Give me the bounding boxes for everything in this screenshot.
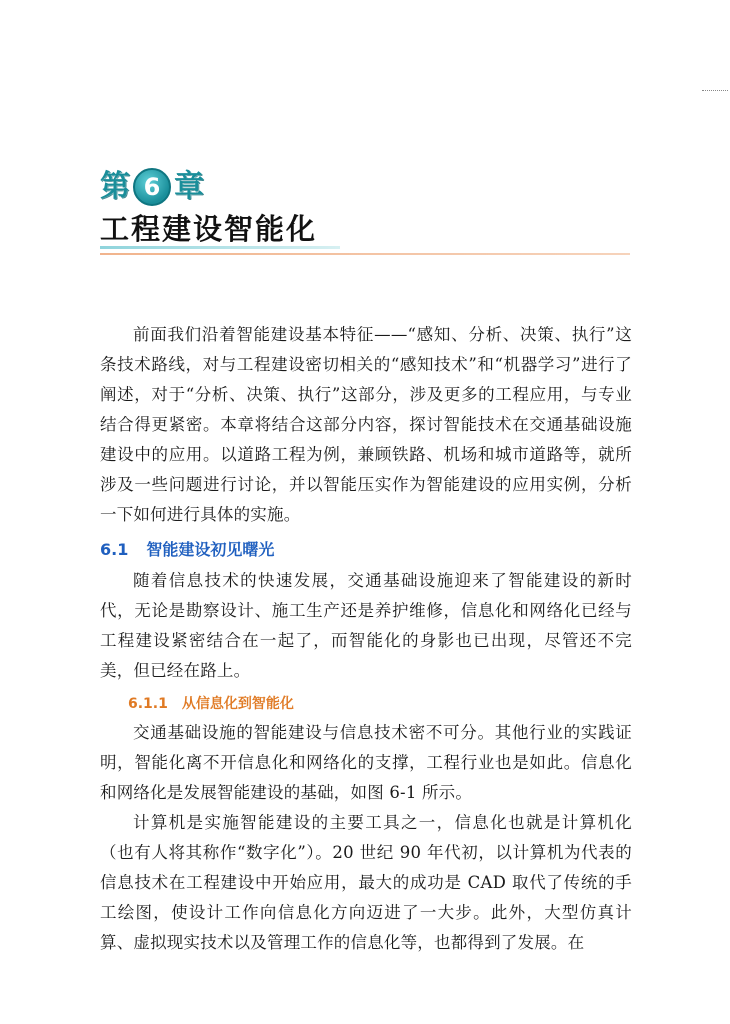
section-number: 6.1 xyxy=(100,540,129,559)
section-heading xyxy=(100,536,632,564)
chapter-label-suffix: 章 xyxy=(174,169,204,204)
title-underline-cyan xyxy=(100,246,340,249)
corner-crop-mark xyxy=(702,90,728,91)
chapter-title: 工程建设智能化 xyxy=(100,212,318,246)
chapter-badge xyxy=(100,166,204,208)
subsection-title: 从信息化到智能化 xyxy=(181,696,294,712)
chapter-label-prefix: 第 xyxy=(100,169,130,204)
subsection-paragraph-1: 交通基础设施的智能建设与信息技术密不可分。其他行业的实践证明，智能化离不开信息化和网络化的支撑，工程行业也是如此。信息化和网络化是发展智能建设的基础，如图 6-1 所示。 xyxy=(100,723,632,802)
section-paragraph: 随着信息技术的快速发展，交通基础设施迎来了智能建设的新时代，无论是勘察设计、施工生产还是养护维修，信息化和网络化已经与工程建设紧密结合在一起了，而智能化的身影也已出现，尽管还不完美，但已经在路上。 xyxy=(100,571,632,680)
section-title: 智能建设初见曙光 xyxy=(146,540,275,559)
page-body xyxy=(100,320,632,958)
title-underline-orange xyxy=(100,253,630,255)
subsection-number: 6.1.1 xyxy=(128,696,168,712)
subsection-paragraph-2: 计算机是实施智能建设的主要工具之一，信息化也就是计算机化（也有人将其称作“数字化”）。20 世纪 90 年代初，以计算机为代表的信息技术在工程建设中开始应用，最大的成功是 CAD 取代了传统的手工绘图，使设计工作向信息化方向迈进了一大步。此外，大型仿真计算、虚拟现实技术以及管理工作的信息化等，也都得到了发展。在 xyxy=(100,813,632,952)
intro-paragraph: 前面我们沿着智能建设基本特征——“感知、分析、决策、执行”这条技术路线，对与工程建设密切相关的“感知技术”和“机器学习”进行了阐述，对于“分析、决策、执行”这部分，涉及更多的工程应用，与专业结合得更紧密。本章将结合这部分内容，探讨智能技术在交通基础设施建设中的应用。以道路工程为例，兼顾铁路、机场和城市道路等，就所涉及一些问题进行讨论，并以智能压实作为智能建设的应用实例，分析一下如何进行具体的实施。 xyxy=(100,325,632,524)
chapter-number: 6 xyxy=(133,168,171,206)
subsection-heading xyxy=(100,690,632,718)
